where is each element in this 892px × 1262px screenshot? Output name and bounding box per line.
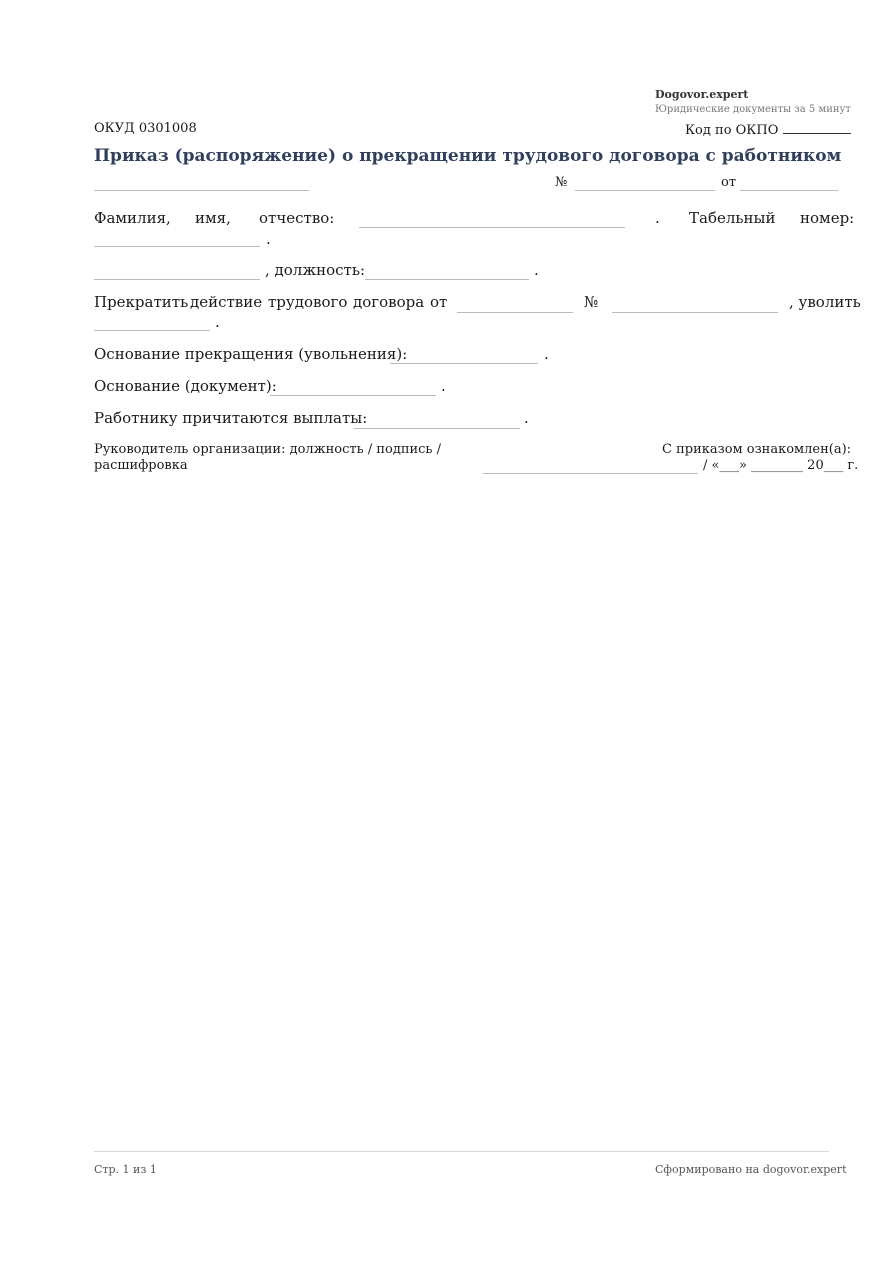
document-field	[270, 394, 436, 396]
payments-field	[354, 427, 520, 429]
order-number-label: №	[555, 175, 568, 190]
terminate-word-2: действие	[190, 293, 263, 311]
employee-signature-field	[483, 472, 698, 474]
fio-field	[359, 226, 625, 228]
payments-label: Работнику причитаются выплаты:	[94, 409, 368, 427]
document-title: Приказ (распоряжение) о прекращении трудового договора с работником	[94, 146, 842, 166]
brand-tagline: Юридические документы за 5 минут	[655, 104, 851, 115]
terminate-word-3: трудового	[268, 293, 348, 311]
document-label: Основание (документ):	[94, 377, 277, 395]
fio-label-surname: Фамилия,	[94, 209, 171, 227]
terminate-word-4: договора	[353, 293, 425, 311]
order-date-label: от	[721, 175, 737, 190]
footer-divider	[94, 1151, 829, 1152]
okpo-field	[783, 121, 851, 134]
dismiss-date-field	[94, 329, 210, 331]
okpo-code	[685, 121, 851, 138]
payments-dot: .	[524, 409, 529, 427]
acquainted-label: С приказом ознакомлен(а):	[662, 442, 852, 457]
dismiss-label: , уволить	[789, 293, 861, 311]
head-signature-label: Руководитель организации: должность / подпись /	[94, 442, 442, 457]
tab-label-2: номер:	[800, 209, 855, 227]
position-field	[365, 278, 529, 280]
brand-name: Dogovor.expert	[655, 88, 749, 101]
reason-dot: .	[544, 345, 549, 363]
tab-label-1: Табельный	[689, 209, 776, 227]
terminate-word-5: от	[430, 293, 448, 311]
terminate-word-1: Прекратить	[94, 293, 189, 311]
fio-dot: .	[655, 209, 660, 227]
tab-number-field	[94, 245, 260, 247]
contract-date-field	[457, 311, 573, 313]
page-counter: Стр. 1 из 1	[94, 1163, 157, 1176]
dismiss-dot: .	[215, 313, 220, 331]
order-date-field	[740, 189, 838, 191]
position-label: , должность:	[265, 261, 366, 279]
generated-note: Сформировано на dogovor.expert	[655, 1163, 847, 1176]
position-dot: .	[534, 261, 539, 279]
okud-code: ОКУД 0301008	[94, 121, 197, 136]
reason-label: Основание прекращения (увольнения):	[94, 345, 408, 363]
contract-number-field	[612, 311, 778, 313]
contract-number-label: №	[584, 293, 599, 311]
tab-dot: .	[266, 230, 271, 248]
fio-label-name: имя,	[195, 209, 231, 227]
order-number-field	[575, 189, 715, 191]
document-dot: .	[441, 377, 446, 395]
department-field	[94, 278, 260, 280]
organization-field	[94, 189, 309, 191]
reason-field	[390, 362, 538, 364]
fio-label-patronymic: отчество:	[259, 209, 335, 227]
head-signature-label-2: расшифровка	[94, 458, 188, 473]
acquainted-date-line: / «___» ________ 20___ г.	[703, 458, 859, 473]
okpo-label: Код по ОКПО	[685, 123, 779, 138]
